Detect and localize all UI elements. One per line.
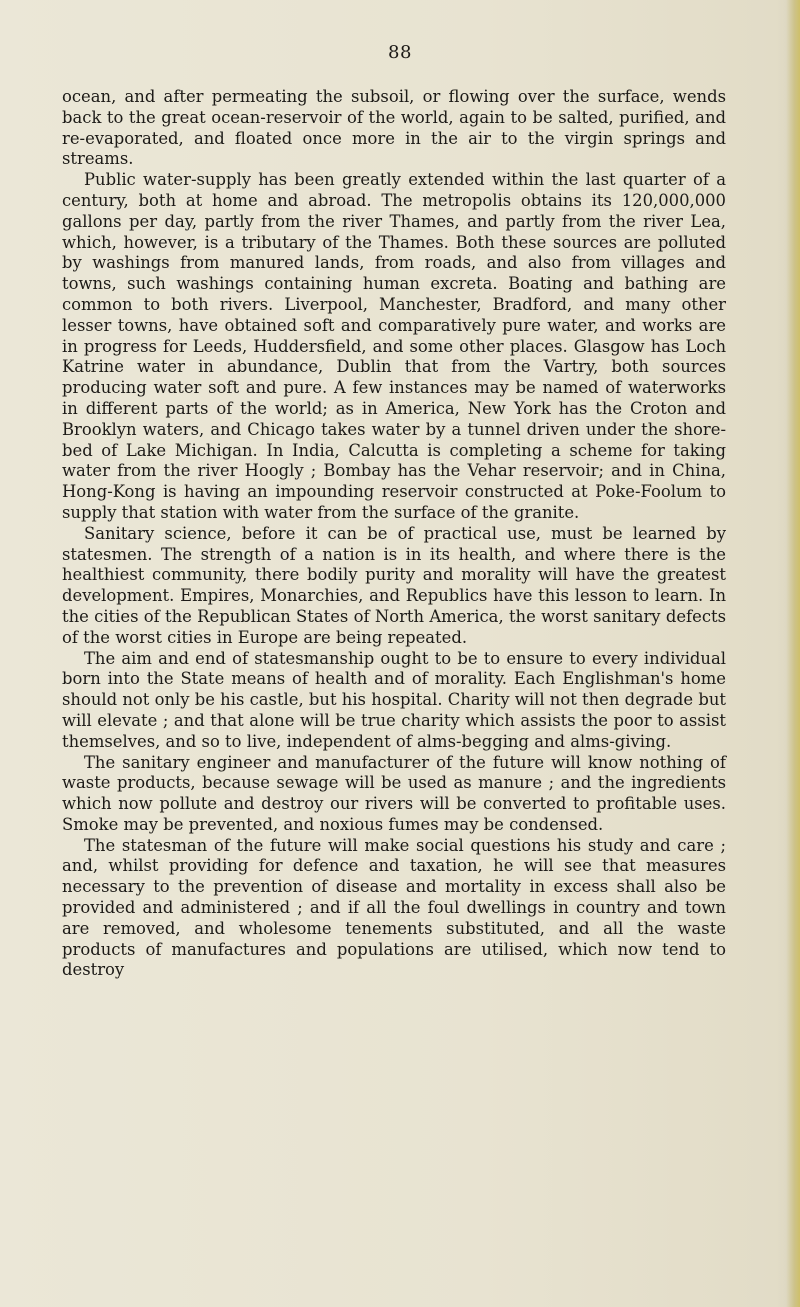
paragraph: ocean, and after permeating the subsoil, or flowing over the surface, wends back to the great ocean-reservoir of the world, again to be salted, purified, and re-evaporated, and floated once more in the air to the virgin springs and streams. — [62, 87, 726, 169]
page-number: 88 — [388, 42, 412, 63]
page-edge — [786, 0, 800, 1307]
paragraph: The aim and end of statesmanship ought to be to ensure to every individual born into the State means of health and of morality. Each Englishman's home should not only be his castle, but his hospital. Charity will not then degrade but will elevate ; and that alone will be true charity which assists the poor to assist themselves, and so to live, independent of alms-begging and alms-giving. — [62, 648, 726, 751]
paragraph: Sanitary science, before it can be of practical use, must be learned by statesmen. The strength of a nation is in its health, and where there is the healthiest community, there bodily purity and morality will have the greatest development. Empires, Monarchies, and Republics have this lesson to learn. In the cities of the Republican States of North America, the worst sanitary defects of the worst cities in Europe are being repeated. — [62, 523, 726, 647]
paragraph: The statesman of the future will make social questions his study and care ; and, whilst providing for defence and taxation, he will see that measures necessary to the prevention of disease and mortality in excess shall also be provided and administered ; and if all the foul dwellings in country and town are removed, and wholesome tenements substituted, and all the waste products of manufactures and populations are utilised, which now tend to destroy — [62, 835, 726, 980]
body-text — [62, 87, 726, 981]
paragraph: Public water-supply has been greatly extended within the last quarter of a century, both at home and abroad. The metropolis obtains its 120,000,000 gallons per day, partly from the river Thames, and partly from the river Lea, which, however, is a tributary of the Thames. Both these sources are polluted by washings from manured lands, from roads, and also from villages and towns, such washings containing human excreta. Boating and bathing are common to both rivers. Liverpool, Manchester, Bradford, and many other lesser towns, have obtained soft and comparatively pure water, and works are in progress for Leeds, Huddersfield, and some other places. Glasgow has Loch Katrine water in abundance, Dublin that from the Vartry, both sources producing water soft and pure. A few instances may be named of waterworks in different parts of the world; as in America, New York has the Croton and Brooklyn waters, and Chicago takes water by a tunnel driven under the shore-bed of Lake Michigan. In India, Calcutta is completing a scheme for taking water from the river Hoogly ; Bombay has the Vehar reservoir; and in China, Hong-Kong is having an impounding reservoir constructed at Poke-Foolum to supply that station with water from the surface of the granite. — [62, 170, 726, 522]
paragraph: The sanitary engineer and manufacturer of the future will know nothing of waste products, because sewage will be used as manure ; and the ingredients which now pollute and destroy our rivers will be converted to profitable uses. Smoke may be prevented, and noxious fumes may be condensed. — [62, 752, 726, 834]
